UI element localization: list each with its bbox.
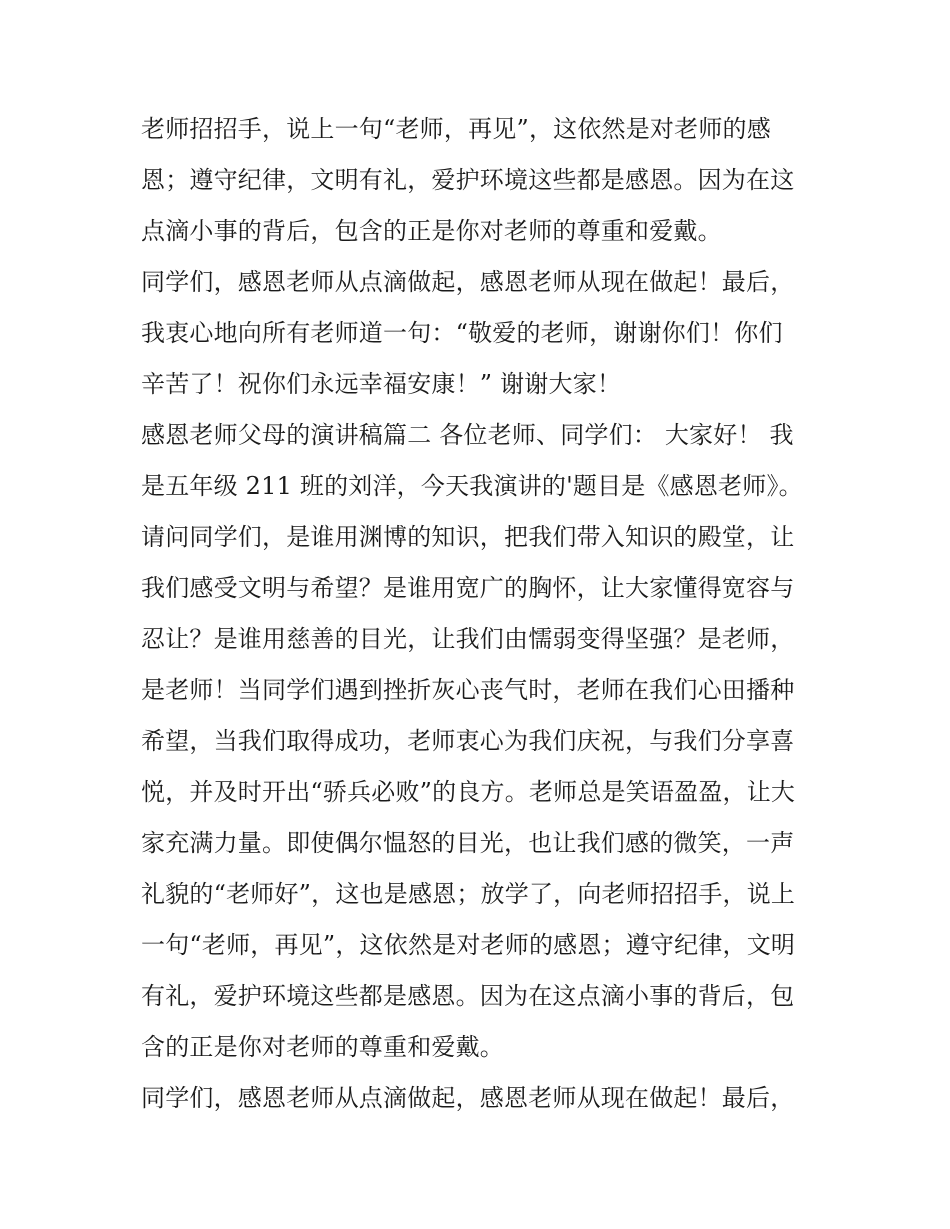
speech-text — [141, 104, 817, 1124]
text-line: 礼貌的“老师好”，这也是感恩；放学了，向老师招招手，说上 — [141, 880, 796, 908]
text-line: 我们感受文明与希望？是谁用宽广的胸怀，让大家懂得宽容与 — [141, 574, 795, 602]
text-line: 悦，并及时开出“骄兵必败”的良方。老师总是笑语盈盈，让大 — [141, 778, 796, 806]
text-line: 希望，当我们取得成功，老师衷心为我们庆祝，与我们分享喜 — [141, 727, 795, 755]
text-line: 是五年级 211 班的刘洋，今天我演讲的'题目是《感恩老师》。 — [141, 472, 803, 500]
text-line: 请问同学们，是谁用渊博的知识，把我们带入知识的殿堂，让 — [141, 523, 795, 551]
text-line: 老师招招手，说上一句“老师，再见”，这依然是对老师的感 — [141, 115, 771, 143]
text-line: 是老师！当同学们遇到挫折灰心丧气时，老师在我们心田播种 — [141, 676, 795, 704]
text-line: 同学们，感恩老师从点滴做起，感恩老师从现在做起！最后， — [141, 1084, 795, 1112]
text-line: 感恩老师父母的演讲稿篇二 各位老师、同学们： 大家好！ 我 — [141, 421, 794, 449]
text-line: 点滴小事的背后，包含的正是你对老师的尊重和爱戴。 — [141, 217, 722, 245]
text-line: 忍让？是谁用慈善的目光，让我们由懦弱变得坚强？是老师， — [141, 625, 795, 653]
text-line: 恩；遵守纪律，文明有礼，爱护环境这些都是感恩。因为在这 — [141, 166, 795, 194]
text-line: 一句“老师，再见”，这依然是对老师的感恩；遵守纪律，文明 — [141, 931, 796, 959]
text-line: 有礼，爱护环境这些都是感恩。因为在这点滴小事的背后，包 — [141, 982, 795, 1010]
text-line: 辛苦了！祝你们永远幸福安康！” 谢谢大家！ — [141, 370, 622, 398]
text-line: 家充满力量。即使偶尔愠怒的目光，也让我们感的微笑，一声 — [141, 829, 795, 857]
text-line: 同学们，感恩老师从点滴做起，感恩老师从现在做起！最后， — [141, 268, 795, 296]
text-line: 含的正是你对老师的尊重和爱戴。 — [141, 1033, 504, 1061]
text-line: 我衷心地向所有老师道一句：“敬爱的老师，谢谢你们！你们 — [141, 319, 783, 347]
